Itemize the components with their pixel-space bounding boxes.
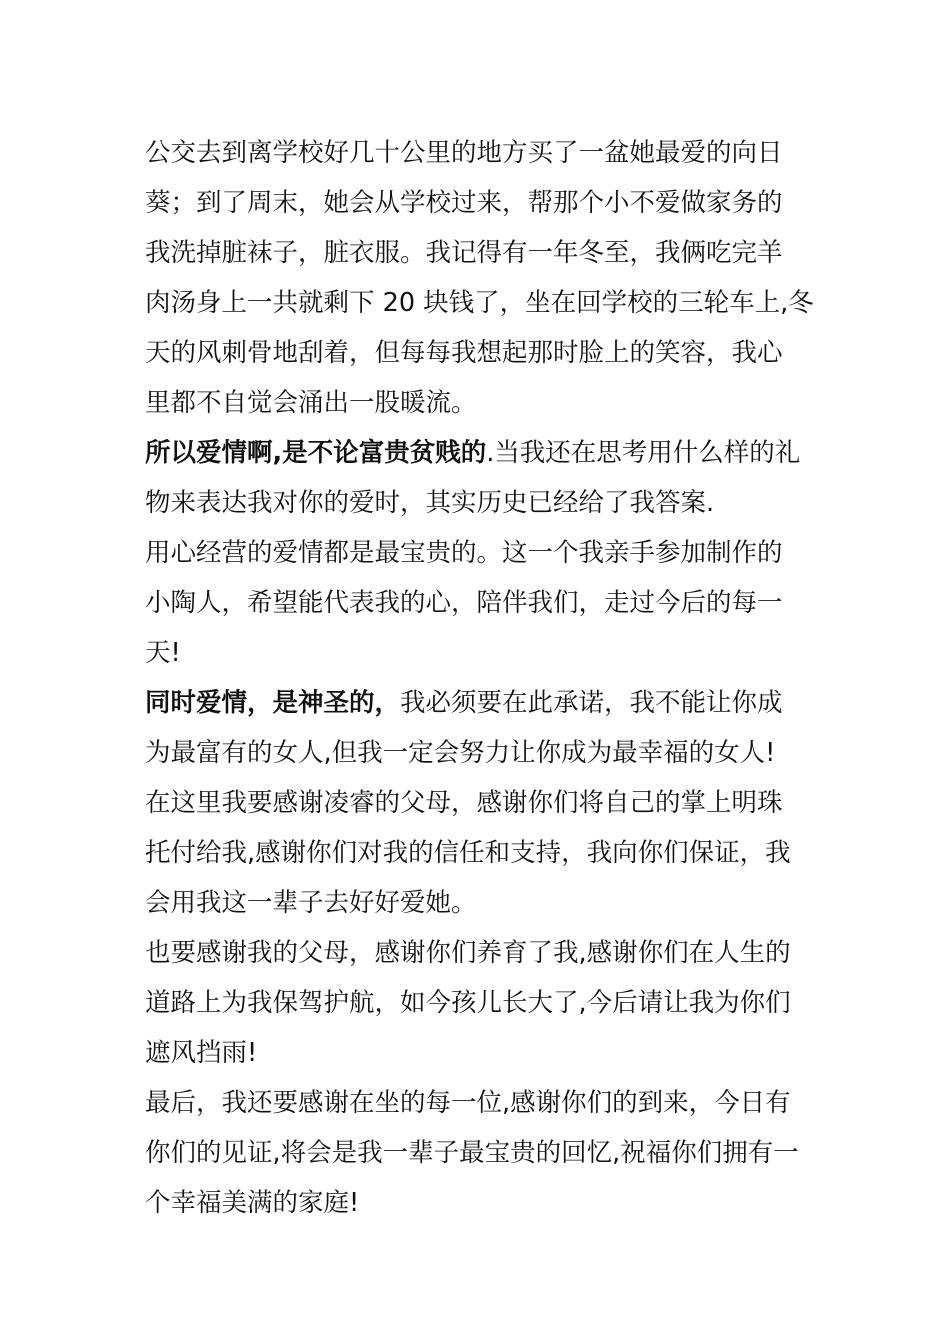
paragraph-7 — [145, 1078, 810, 1228]
text-line: 你们的见证,将会是我一辈子最宝贵的回忆,祝福你们拥有一 — [145, 1138, 799, 1168]
text-line: 在这里我要感谢凌睿的父母，感谢你们将自己的掌上明珠 — [145, 788, 783, 818]
text-line: 用心经营的爱情都是最宝贵的。这一个我亲手参加制作的 — [145, 538, 783, 568]
text-line: 托付给我,感谢你们对我的信任和支持，我向你们保证，我 — [145, 838, 791, 868]
text-line: 我洗掉脏袜子，脏衣服。我记得有一年冬至，我俩吃完羊 — [145, 238, 783, 268]
text-line: 个幸福美满的家庭! — [145, 1188, 360, 1218]
text-run: .当我还在思考用什么样的礼 — [486, 438, 801, 468]
paragraph-1 — [145, 128, 814, 428]
text-line: 为最富有的女人,但我一定会努力让你成为最幸福的女人! — [145, 738, 776, 768]
text-line: 小陶人，希望能代表我的心，陪伴我们，走过今后的每一 — [145, 588, 783, 618]
paragraph-5 — [145, 778, 810, 928]
text-line: 也要感谢我的父母，感谢你们养育了我,感谢你们在人生的 — [145, 938, 791, 968]
text-line: 会用我这一辈子去好好爱她。 — [145, 888, 477, 918]
text-run: 我必须要在此承诺，我不能让你成 — [400, 688, 783, 718]
text-line: 遮风挡雨! — [145, 1038, 258, 1068]
text-line: 道路上为我保驾护航，如今孩儿长大了,今后请让我为你们 — [145, 988, 791, 1018]
document-body — [145, 128, 814, 1228]
paragraph-3 — [145, 528, 810, 678]
paragraph-6 — [145, 928, 810, 1078]
text-line: 最后，我还要感谢在坐的每一位,感谢你们的到来，今日有 — [145, 1088, 791, 1118]
paragraph-4 — [145, 678, 810, 778]
text-line: 公交去到离学校好几十公里的地方买了一盆她最爱的向日 — [145, 138, 783, 168]
paragraph-2 — [145, 428, 810, 528]
text-line: 物来表达我对你的爱时，其实历史已经给了我答案. — [145, 488, 715, 518]
bold-phrase: 同时爱情，是神圣的， — [145, 688, 401, 718]
text-line: 天! — [145, 638, 181, 668]
bold-phrase: 所以爱情啊,是不论富贵贫贱的 — [145, 438, 487, 468]
text-line: 里都不自觉会涌出一股暖流。 — [145, 388, 477, 418]
text-line — [145, 428, 810, 478]
text-line: 天的风刺骨地刮着，但每每我想起那时脸上的笑容，我心 — [145, 338, 783, 368]
text-line: 葵；到了周末，她会从学校过来，帮那个小不爱做家务的 — [145, 188, 783, 218]
text-line: 肉汤身上一共就剩下 20 块钱了，坐在回学校的三轮车上,冬 — [145, 288, 814, 318]
text-line — [145, 678, 810, 728]
